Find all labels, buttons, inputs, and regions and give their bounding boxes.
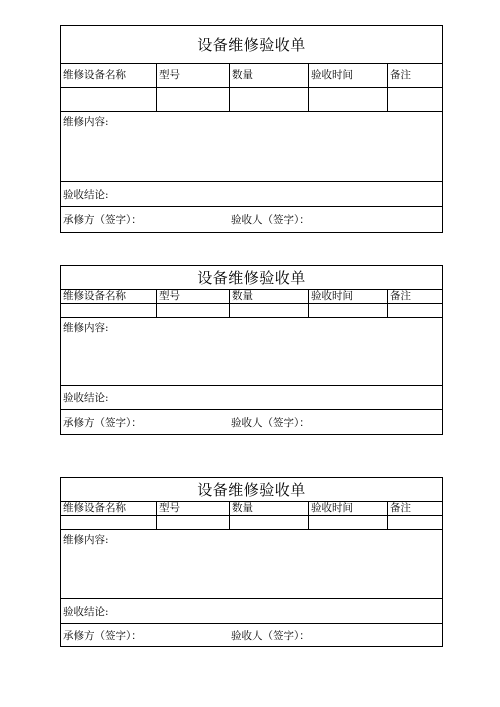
form-title-row (61, 26, 442, 64)
repairer-label: 承修方（签字）： (63, 629, 142, 642)
repairer-signature-field[interactable] (61, 207, 230, 232)
header-device-name: 维修设备名称 (61, 502, 157, 515)
acceptance-form-2 (60, 265, 443, 435)
acceptor-label: 验收人（签字）： (231, 416, 310, 429)
device-name-field[interactable] (61, 516, 157, 529)
quantity-field[interactable] (230, 516, 309, 529)
repairer-label: 承修方（签字）： (63, 416, 142, 429)
header-remarks: 备注 (390, 502, 411, 514)
form-title: 设备维修验收单 (197, 269, 306, 287)
repair-content-row[interactable] (61, 112, 442, 182)
acceptor-signature-field[interactable] (230, 207, 442, 232)
acceptance-time-field[interactable] (309, 88, 388, 111)
form-title: 设备维修验收单 (197, 36, 306, 54)
header-row (61, 64, 442, 88)
model-field[interactable] (157, 516, 230, 529)
repair-content-label: 维修内容: (63, 322, 109, 334)
header-acceptance-time: 验收时间 (309, 502, 388, 515)
model-field[interactable] (157, 88, 230, 111)
remarks-field[interactable] (388, 516, 442, 529)
form-title-row (61, 266, 442, 290)
acceptance-time-field[interactable] (309, 516, 388, 529)
quantity-field[interactable] (230, 304, 309, 317)
input-row (61, 88, 442, 112)
acceptance-form-3 (60, 477, 443, 647)
header-model: 型号 (157, 290, 230, 303)
repair-content-row[interactable] (61, 530, 442, 599)
conclusion-row[interactable] (61, 599, 442, 624)
header-row (61, 502, 442, 516)
acceptor-label: 验收人（签字）： (231, 214, 310, 226)
signature-row (61, 410, 442, 434)
header-device-name: 维修设备名称 (61, 64, 157, 87)
header-quantity: 数量 (230, 502, 309, 515)
header-acceptance-time: 验收时间 (309, 290, 388, 303)
header-remarks: 备注 (390, 290, 411, 302)
conclusion-label: 验收结论: (63, 605, 109, 618)
repair-content-row[interactable] (61, 318, 442, 386)
quantity-field[interactable] (230, 88, 309, 111)
acceptor-label: 验收人（签字）： (231, 629, 310, 642)
conclusion-label: 验收结论: (63, 188, 109, 201)
repairer-label: 承修方（签字）： (63, 214, 142, 226)
input-row (61, 304, 442, 318)
acceptor-signature-field[interactable] (230, 410, 442, 434)
form-title-row (61, 478, 442, 502)
conclusion-row[interactable] (61, 182, 442, 207)
acceptor-signature-field[interactable] (230, 624, 442, 646)
header-model: 型号 (157, 64, 230, 87)
device-name-field[interactable] (61, 88, 157, 111)
repair-content-label: 维修内容: (63, 116, 109, 128)
header-quantity: 数量 (230, 290, 309, 303)
repairer-signature-field[interactable] (61, 624, 230, 646)
input-row (61, 516, 442, 530)
header-model: 型号 (157, 502, 230, 515)
conclusion-label: 验收结论: (63, 392, 109, 404)
remarks-field[interactable] (388, 304, 442, 317)
model-field[interactable] (157, 304, 230, 317)
repair-content-label: 维修内容: (63, 534, 109, 546)
device-name-field[interactable] (61, 304, 157, 317)
header-quantity: 数量 (230, 64, 309, 87)
signature-row (61, 207, 442, 232)
header-device-name: 维修设备名称 (61, 290, 157, 303)
header-row (61, 290, 442, 304)
acceptance-form-1 (60, 25, 443, 233)
form-title: 设备维修验收单 (197, 481, 306, 499)
remarks-field[interactable] (388, 88, 442, 111)
acceptance-time-field[interactable] (309, 304, 388, 317)
header-remarks: 备注 (390, 69, 411, 81)
conclusion-row[interactable] (61, 386, 442, 410)
repairer-signature-field[interactable] (61, 410, 230, 434)
header-acceptance-time: 验收时间 (309, 64, 388, 87)
signature-row (61, 624, 442, 646)
